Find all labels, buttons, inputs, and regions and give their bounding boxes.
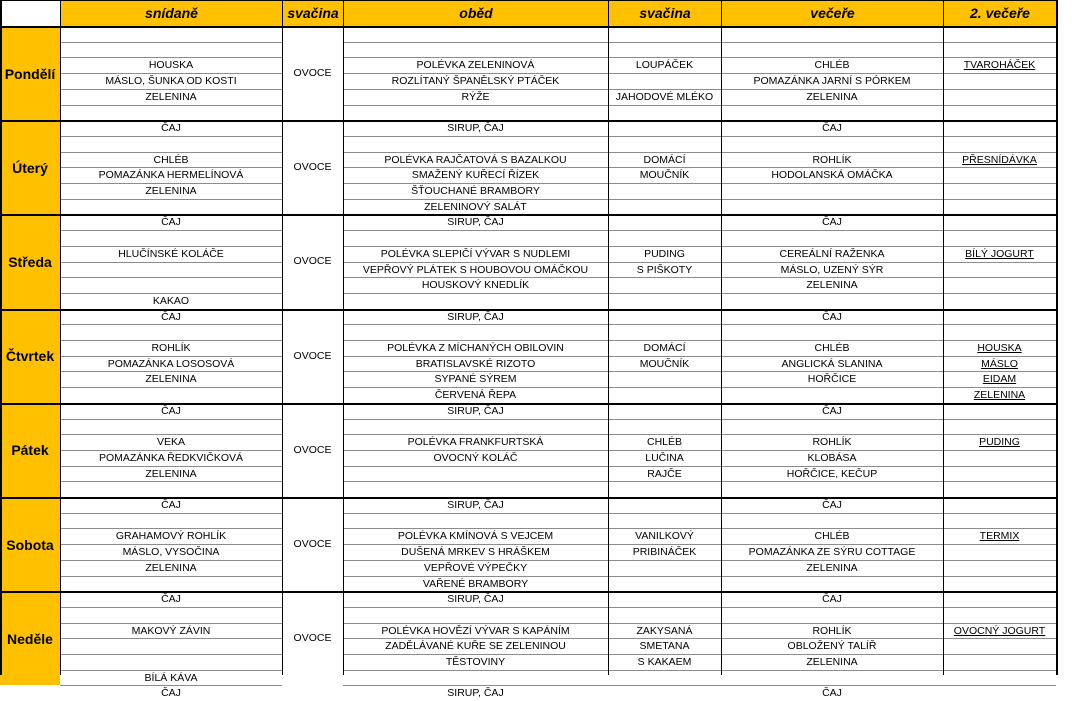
breakfast-item: POMAZÁNKA ŘEDKVIČKOVÁ <box>98 452 244 464</box>
breakfast-item: POMAZÁNKA HERMELÍNOVÁ <box>98 169 244 181</box>
breakfast-item: ROHLÍK <box>151 342 191 354</box>
breakfast-item: ZELENINA <box>145 468 197 480</box>
lunch-item: SMAŽENÝ KUŘECÍ ŘÍZEK <box>411 169 540 181</box>
dinner-item: ROHLÍK <box>812 625 852 637</box>
breakfast-item: ČAJ <box>161 122 181 134</box>
afternoon-snack-item: S PIŠKOTY <box>636 264 693 276</box>
day-divider <box>0 309 1056 311</box>
breakfast-item: ČAJ <box>161 311 181 323</box>
morning-snack-cell: OVOCE <box>293 443 332 456</box>
afternoon-snack-item: MOUČNÍK <box>639 358 690 370</box>
breakfast-item: ČAJ <box>161 687 181 699</box>
row-divider <box>60 654 282 655</box>
morning-snack-cell: OVOCE <box>293 67 332 80</box>
afternoon-snack-item: MOUČNÍK <box>639 169 690 181</box>
breakfast-item: GRAHAMOVÝ ROHLÍK <box>115 530 227 542</box>
lunch-item: ČERVENÁ ŘEPA <box>434 389 517 401</box>
afternoon-snack-item: CHLÉB <box>646 436 682 448</box>
afternoon-snack-item: RAJČE <box>647 468 682 480</box>
afternoon-snack-item: ZAKYSANÁ <box>636 625 693 637</box>
row-divider <box>60 576 282 577</box>
row-divider <box>343 419 1056 420</box>
dinner-item: ANGLICKÁ SLANINA <box>781 358 883 370</box>
breakfast-item: POMAZÁNKA LOSOSOVÁ <box>107 358 235 370</box>
breakfast-item: BÍLÁ KÁVA <box>144 672 198 684</box>
column-divider <box>0 0 2 675</box>
dinner-item: ČAJ <box>822 405 842 417</box>
lunch-item: SIRUP, ČAJ <box>447 405 504 417</box>
second-dinner-item: PŘESNÍDÁVKA <box>962 154 1037 166</box>
row-divider <box>60 262 282 263</box>
lunch-item: POLÉVKA FRANKFURTSKÁ <box>407 436 544 448</box>
afternoon-snack-item: SMETANA <box>639 640 690 652</box>
lunch-item: OVOCNÝ KOLÁČ <box>433 452 518 464</box>
row-divider <box>343 136 1056 137</box>
lunch-item: BRATISLAVSKÉ RIZOTO <box>415 358 536 370</box>
column-divider <box>608 0 609 675</box>
second-dinner-item: OVOCNÝ JOGURT <box>953 625 1046 637</box>
afternoon-snack-item: PRIBINÁČEK <box>632 546 697 558</box>
column-divider <box>943 0 944 675</box>
lunch-item: POLÉVKA KMÍNOVÁ S VEJCEM <box>397 530 554 542</box>
breakfast-item: MÁSLO, ŠUNKA OD KOSTI <box>105 75 237 87</box>
lunch-item: POLÉVKA HOVĚZÍ VÝVAR S KAPÁNÍM <box>381 625 570 637</box>
dinner-item: OBLOŽENÝ TALÍŘ <box>787 640 877 652</box>
column-divider <box>721 0 722 675</box>
row-divider <box>60 607 282 608</box>
row-divider <box>343 42 1056 43</box>
lunch-item: DUŠENÁ MRKEV S HRÁŠKEM <box>401 546 550 558</box>
dinner-item: HOŘČICE <box>807 373 857 385</box>
second-dinner-item: BÍLÝ JOGURT <box>965 248 1034 260</box>
breakfast-item: ČAJ <box>161 405 181 417</box>
lunch-item: RÝŽE <box>461 91 490 103</box>
dinner-item: CHLÉB <box>814 59 850 71</box>
lunch-item: SIRUP, ČAJ <box>447 593 504 605</box>
row-divider <box>60 419 282 420</box>
dinner-item: ROHLÍK <box>812 436 852 448</box>
row-divider <box>343 293 1056 294</box>
lunch-item: SIRUP, ČAJ <box>447 216 504 228</box>
lunch-item: SIRUP, ČAJ <box>447 311 504 323</box>
second-dinner-item: ZELENINA <box>973 389 1026 401</box>
dinner-item: POMAZÁNKA JARNÍ S PÓRKEM <box>753 75 911 87</box>
row-divider <box>343 670 1056 671</box>
morning-snack-cell: OVOCE <box>293 538 332 551</box>
lunch-item: SYPANÉ SÝREM <box>434 373 517 385</box>
lunch-item: POLÉVKA ZELENINOVÁ <box>416 59 535 71</box>
breakfast-item: ZELENINA <box>145 373 197 385</box>
afternoon-snack-item: JAHODOVÉ MLÉKO <box>615 91 714 103</box>
breakfast-item: MÁSLO, VYSOČINA <box>122 546 220 558</box>
day-label: Čtvrtek <box>0 310 60 403</box>
morning-snack-cell: OVOCE <box>293 161 332 174</box>
lunch-item: ŠŤOUCHANÉ BRAMBORY <box>411 185 540 197</box>
breakfast-item: ČAJ <box>161 216 181 228</box>
dinner-item: CHLÉB <box>814 342 850 354</box>
header-second-dinner: 2. večeře <box>944 0 1056 26</box>
dinner-item: ZELENINA <box>806 91 858 103</box>
header-afternoon-snack: svačina <box>609 0 721 26</box>
column-divider <box>282 0 283 675</box>
second-dinner-item: TERMIX <box>979 530 1020 542</box>
afternoon-snack-item: DOMÁCÍ <box>643 154 686 166</box>
dinner-item: CHLÉB <box>814 530 850 542</box>
dinner-item: ROHLÍK <box>812 154 852 166</box>
breakfast-item: VEKA <box>156 436 185 448</box>
row-divider <box>60 42 282 43</box>
lunch-item: SIRUP, ČAJ <box>447 122 504 134</box>
lunch-item: POLÉVKA Z MÍCHANÝCH OBILOVIN <box>387 342 564 354</box>
dinner-item: ČAJ <box>822 311 842 323</box>
lunch-item: POLÉVKA SLEPIČÍ VÝVAR S NUDLEMI <box>380 248 571 260</box>
row-divider <box>60 324 282 325</box>
lunch-item: ZELENINOVÝ SALÁT <box>424 201 527 213</box>
day-divider <box>0 403 1056 405</box>
header-morning-snack: svačina <box>283 0 343 26</box>
day-label: Pátek <box>0 404 60 497</box>
afternoon-snack-item: LUČINA <box>645 452 684 464</box>
afternoon-snack-item: LOUPÁČEK <box>635 59 694 71</box>
row-divider <box>60 136 282 137</box>
breakfast-item: HLUČÍNSKÉ KOLÁČE <box>118 248 224 260</box>
dinner-item: KLOBÁSA <box>807 452 857 464</box>
column-divider <box>343 0 344 675</box>
lunch-item: POLÉVKA RAJČATOVÁ S BAZALKOU <box>384 154 567 166</box>
breakfast-item: CHLÉB <box>153 154 189 166</box>
row-divider <box>343 230 1056 231</box>
dinner-item: HOŘČICE, KEČUP <box>786 468 878 480</box>
column-divider <box>60 0 61 675</box>
morning-snack-cell: OVOCE <box>293 255 332 268</box>
row-divider <box>60 387 282 388</box>
second-dinner-item: PUDING <box>979 436 1020 448</box>
day-label: Středa <box>0 215 60 308</box>
header-dinner: večeře <box>722 0 943 26</box>
lunch-item: VEPŘOVÉ VÝPEČKY <box>423 562 528 574</box>
dinner-item: ČAJ <box>822 122 842 134</box>
lunch-item: HOUSKOVÝ KNEDLÍK <box>421 279 530 291</box>
afternoon-snack-item: PUDING <box>644 248 685 260</box>
row-divider <box>60 199 282 200</box>
lunch-item: ROZLÍTANÝ ŠPANĚLSKÝ PTÁČEK <box>391 75 560 87</box>
dinner-item: ČAJ <box>822 593 842 605</box>
row-divider <box>343 607 1056 608</box>
header-breakfast: snídaně <box>61 0 282 26</box>
row-divider <box>343 105 1056 106</box>
dinner-item: ZELENINA <box>806 656 858 668</box>
row-divider <box>60 277 282 278</box>
dinner-item: ČAJ <box>822 216 842 228</box>
lunch-item: SIRUP, ČAJ <box>447 499 504 511</box>
breakfast-item: ČAJ <box>161 499 181 511</box>
breakfast-item: KAKAO <box>152 295 190 307</box>
row-divider <box>60 513 282 514</box>
breakfast-item: ZELENINA <box>145 91 197 103</box>
row-divider <box>343 513 1056 514</box>
dinner-item: ČAJ <box>822 499 842 511</box>
day-divider <box>0 497 1056 499</box>
afternoon-snack-item: S KAKAEM <box>637 656 692 668</box>
dinner-item: ZELENINA <box>806 279 858 291</box>
second-dinner-item: MÁSLO <box>981 358 1018 370</box>
morning-snack-cell: OVOCE <box>293 349 332 362</box>
second-dinner-item: EIDAM <box>982 373 1017 385</box>
day-divider <box>0 120 1056 122</box>
breakfast-item: ZELENINA <box>145 185 197 197</box>
day-label: Neděle <box>0 592 60 685</box>
breakfast-item: ZELENINA <box>145 562 197 574</box>
day-label: Pondělí <box>0 27 60 120</box>
lunch-item: TĚSTOVINY <box>445 656 506 668</box>
breakfast-item: HOUSKA <box>148 59 194 71</box>
dinner-item: CEREÁLNÍ RAŽENKA <box>779 248 885 260</box>
dinner-item: MÁSLO, UZENÝ SÝR <box>780 264 884 276</box>
breakfast-item: ČAJ <box>161 593 181 605</box>
day-divider <box>0 26 1056 28</box>
breakfast-item: MAKOVÝ ZÁVIN <box>131 625 211 637</box>
lunch-item: VAŘENÉ BRAMBORY <box>422 578 529 590</box>
second-dinner-item: HOUSKA <box>977 342 1022 354</box>
dinner-item: HODOLANSKÁ OMÁČKA <box>771 169 893 181</box>
column-divider <box>1056 0 1058 675</box>
afternoon-snack-item: VANILKOVÝ <box>635 530 694 542</box>
dinner-item: POMAZÁNKA ZE SÝRU COTTAGE <box>748 546 916 558</box>
header-lunch: oběd <box>344 0 608 26</box>
day-label: Úterý <box>0 121 60 214</box>
dinner-item: ZELENINA <box>806 562 858 574</box>
row-divider <box>60 230 282 231</box>
lunch-item: SIRUP, ČAJ <box>447 687 504 699</box>
row-divider <box>60 105 282 106</box>
second-dinner-item: TVAROHÁČEK <box>963 59 1036 71</box>
row-divider <box>343 324 1056 325</box>
lunch-item: ZADĚLÁVANÉ KUŘE SE ZELENINOU <box>385 640 566 652</box>
morning-snack-cell: OVOCE <box>293 632 332 645</box>
day-label: Sobota <box>0 498 60 591</box>
day-divider <box>0 591 1056 593</box>
dinner-item: ČAJ <box>822 687 842 699</box>
lunch-item: VEPŘOVÝ PLÁTEK S HOUBOVOU OMÁČKOU <box>362 264 589 276</box>
header-top-border <box>0 0 1056 1</box>
afternoon-snack-item: DOMÁCÍ <box>643 342 686 354</box>
day-divider <box>0 214 1056 216</box>
